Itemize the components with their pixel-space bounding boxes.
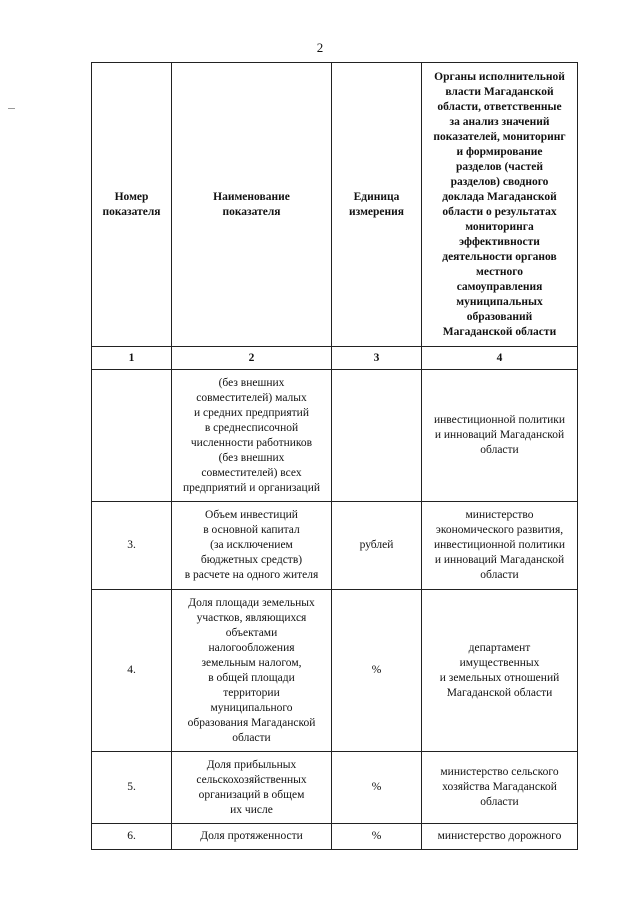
text-line: Доля прибыльных: [206, 758, 297, 771]
row-unit: %: [332, 590, 422, 752]
text-line: и средних предприятий: [193, 406, 309, 419]
text-line: министерство сельского: [440, 766, 559, 778]
text-line: налогообложения: [208, 641, 295, 654]
text-line: показателя: [222, 205, 281, 218]
text-line: власти Магаданской: [445, 85, 554, 98]
text-line: министерство: [465, 509, 534, 521]
text-line: численности работников: [190, 436, 313, 449]
text-line: Доля протяженности: [200, 830, 303, 842]
row-unit: %: [332, 824, 422, 850]
text-line: территории: [223, 686, 280, 699]
text-line: образования Магаданской: [187, 716, 316, 729]
text-line: Наименование: [213, 190, 290, 203]
row-authority: [422, 824, 578, 850]
text-line: измерения: [349, 205, 404, 218]
row-indicator-name: [172, 502, 332, 590]
text-line: их числе: [230, 803, 273, 816]
text-line: совместителей) малых: [196, 391, 307, 404]
text-line: и земельных отношений: [439, 671, 560, 684]
text-line: департамент: [468, 641, 531, 654]
row-number: 6.: [92, 824, 172, 850]
text-line: области: [232, 731, 271, 744]
column-number: 1: [92, 347, 172, 370]
header-unit: [332, 63, 422, 347]
text-line: показателя: [102, 205, 161, 218]
text-line: (без внешних: [218, 451, 285, 464]
row-unit: %: [332, 752, 422, 824]
text-line: в общей площади: [208, 671, 295, 684]
page-number: 2: [316, 40, 324, 55]
text-line: муниципальных: [456, 295, 543, 308]
row-authority: [422, 370, 578, 502]
text-line: организаций в общем: [198, 788, 305, 801]
text-line: объектами: [225, 626, 278, 639]
text-line: разделов (частей: [455, 160, 544, 173]
header-authority: [422, 63, 578, 347]
text-line: муниципального: [210, 701, 293, 714]
row-indicator-name: [172, 752, 332, 824]
text-line: участков, являющихся: [196, 611, 307, 624]
text-line: местного: [476, 265, 523, 278]
column-number-row: [92, 347, 578, 370]
text-line: области: [480, 569, 519, 581]
row-authority: [422, 502, 578, 590]
text-line: инвестиционной политики: [433, 414, 566, 426]
text-line: земельным налогом,: [201, 656, 302, 669]
text-line: области, ответственные: [437, 100, 562, 113]
text-line: показателей, мониторинг: [433, 130, 566, 143]
scan-edge-mark: [8, 108, 15, 109]
row-indicator-name: [172, 590, 332, 752]
text-line: имущественных: [459, 656, 540, 669]
text-line: (без внешних: [218, 376, 285, 389]
text-line: области: [480, 444, 519, 456]
indicators-table: [91, 62, 578, 850]
row-number: [92, 370, 172, 502]
header-number: [92, 63, 172, 347]
table-row: [92, 370, 578, 502]
text-line: и инноваций Магаданской: [434, 429, 565, 441]
text-line: и инноваций Магаданской: [434, 554, 565, 566]
text-line: сельскохозяйственных: [196, 773, 307, 786]
header-name: [172, 63, 332, 347]
row-indicator-name: [172, 824, 332, 850]
text-line: Доля площади земельных: [188, 596, 315, 609]
column-number: 2: [172, 347, 332, 370]
text-line: экономического развития,: [435, 524, 564, 536]
row-number: 4.: [92, 590, 172, 752]
text-line: Органы исполнительной: [434, 70, 565, 83]
text-line: Объем инвестиций: [205, 509, 298, 521]
text-line: образований: [466, 310, 533, 323]
row-authority: [422, 590, 578, 752]
text-line: (за исключением: [210, 539, 293, 551]
table-row: [92, 590, 578, 752]
text-line: предприятий и организаций: [182, 481, 321, 494]
row-unit: рублей: [332, 502, 422, 590]
text-line: инвестиционной политики: [433, 539, 566, 551]
table-row: [92, 824, 578, 850]
row-authority: [422, 752, 578, 824]
text-line: самоуправления: [456, 280, 543, 293]
text-line: Номер: [114, 190, 149, 203]
header-row: [92, 63, 578, 347]
text-line: Магаданской области: [446, 686, 553, 699]
text-line: бюджетных средств): [200, 554, 303, 566]
text-line: области о результатах: [442, 205, 557, 218]
table-row: [92, 752, 578, 824]
column-number: 3: [332, 347, 422, 370]
text-line: разделов) сводного: [450, 175, 549, 188]
text-line: за анализ значений: [449, 115, 550, 128]
text-line: доклада Магаданской: [442, 190, 557, 203]
row-number: 5.: [92, 752, 172, 824]
text-line: эффективности: [459, 235, 540, 248]
text-line: хозяйства Магаданской: [442, 781, 557, 793]
row-unit: [332, 370, 422, 502]
text-line: в расчете на одного жителя: [184, 569, 319, 581]
row-indicator-name: [172, 370, 332, 502]
text-line: совместителей) всех: [201, 466, 302, 479]
text-line: деятельности органов: [442, 250, 557, 263]
text-line: Магаданской области: [442, 325, 557, 338]
text-line: мониторинга: [465, 220, 534, 233]
text-line: и формирование: [456, 145, 543, 158]
text-line: министерство дорожного: [437, 830, 562, 842]
row-number: 3.: [92, 502, 172, 590]
table-row: [92, 502, 578, 590]
text-line: области: [480, 796, 519, 808]
text-line: в среднесписочной: [204, 421, 299, 434]
text-line: в основной капитал: [203, 524, 300, 536]
text-line: Единица: [353, 190, 400, 203]
column-number: 4: [422, 347, 578, 370]
